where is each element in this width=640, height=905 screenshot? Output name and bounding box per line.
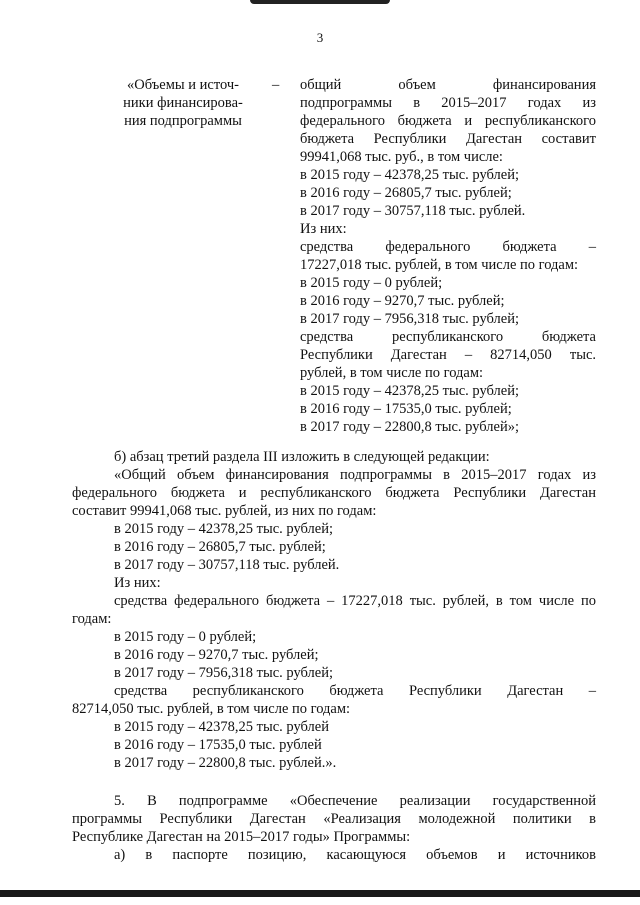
passport-value-line: в 2015 году – 0 рублей;	[300, 275, 443, 291]
passport-value-line: средства республиканского бюджета	[300, 329, 596, 345]
passport-label-line: «Объемы и источ-	[127, 77, 239, 93]
body-line: в 2016 году – 17535,0 тыс. рублей	[114, 737, 322, 753]
passport-value-line: в 2017 году – 22800,8 тыс. рублей»;	[300, 419, 520, 435]
body-line: а) в паспорте позицию, касающуюся объемов и источников	[114, 847, 596, 863]
body-line: в 2015 году – 42378,25 тыс. рублей;	[114, 521, 334, 537]
body-line: в 2017 году – 22800,8 тыс. рублей.».	[114, 755, 337, 771]
scan-artifact-bottom	[0, 890, 640, 897]
passport-value-line: Из них:	[300, 221, 347, 237]
passport-value-line: средства федерального бюджета –	[300, 239, 596, 255]
body-line: в 2017 году – 7956,318 тыс. рублей;	[114, 665, 334, 681]
body-line: годам:	[72, 611, 112, 627]
body-line: Республике Дагестан на 2015–2017 годы» Программы:	[72, 829, 411, 845]
passport-label-line: ния подпрограммы	[124, 113, 242, 129]
passport-value-line: федерального бюджета и республиканского	[300, 113, 596, 129]
passport-value-line: в 2015 году – 42378,25 тыс. рублей;	[300, 167, 520, 183]
passport-value-line: общий объем финансирования	[300, 77, 596, 93]
passport-value-line: в 2017 году – 30757,118 тыс. рублей.	[300, 203, 526, 219]
body-line: в 2015 году – 0 рублей;	[114, 629, 257, 645]
passport-label-line: ники финансирова-	[123, 95, 243, 111]
body-line: «Общий объем финансирования подпрограммы в 2015–2017 годах из	[114, 467, 596, 483]
passport-value-line: 17227,018 тыс. рублей, в том числе по годам:	[300, 257, 579, 273]
passport-value-line: 99941,068 тыс. руб., в том числе:	[300, 149, 503, 165]
passport-value-line: в 2016 году – 26805,7 тыс. рублей;	[300, 185, 512, 201]
passport-value-line: рублей, в том числе по годам:	[300, 365, 484, 381]
passport-value-line: подпрограммы в 2015–2017 годах из	[300, 95, 596, 111]
passport-value-line: в 2016 году – 9270,7 тыс. рублей;	[300, 293, 505, 309]
body-line: федерального бюджета и республиканского бюджета Республики Дагестан	[72, 485, 596, 501]
scan-artifact-top	[250, 0, 390, 4]
body-line: 82714,050 тыс. рублей, в том числе по годам:	[72, 701, 351, 717]
page-number: 3	[316, 30, 324, 45]
body-line: в 2016 году – 26805,7 тыс. рублей;	[114, 539, 326, 555]
body-line: Из них:	[114, 575, 161, 591]
body-line: б) абзац третий раздела III изложить в следующей редакции:	[114, 449, 490, 465]
passport-value-line: в 2016 году – 17535,0 тыс. рублей;	[300, 401, 512, 417]
body-line: 5. В подпрограмме «Обеспечение реализации государственной	[114, 793, 596, 809]
body-line: программы Республики Дагестан «Реализация молодежной политики в	[72, 811, 596, 827]
passport-dash: –	[272, 77, 280, 93]
passport-value-line: Республики Дагестан – 82714,050 тыс.	[300, 347, 596, 363]
body-line: средства республиканского бюджета Республики Дагестан –	[114, 683, 596, 699]
passport-value-line: в 2015 году – 42378,25 тыс. рублей;	[300, 383, 520, 399]
body-line: в 2015 году – 42378,25 тыс. рублей	[114, 719, 329, 735]
body-line: в 2016 году – 9270,7 тыс. рублей;	[114, 647, 319, 663]
passport-value-line: бюджета Республики Дагестан составит	[300, 131, 596, 147]
body-line: составит 99941,068 тыс. рублей, из них по годам:	[72, 503, 377, 519]
body-line: средства федерального бюджета – 17227,018 тыс. рублей, в том числе по	[114, 593, 596, 609]
passport-value-line: в 2017 году – 7956,318 тыс. рублей;	[300, 311, 520, 327]
body-line: в 2017 году – 30757,118 тыс. рублей.	[114, 557, 340, 573]
